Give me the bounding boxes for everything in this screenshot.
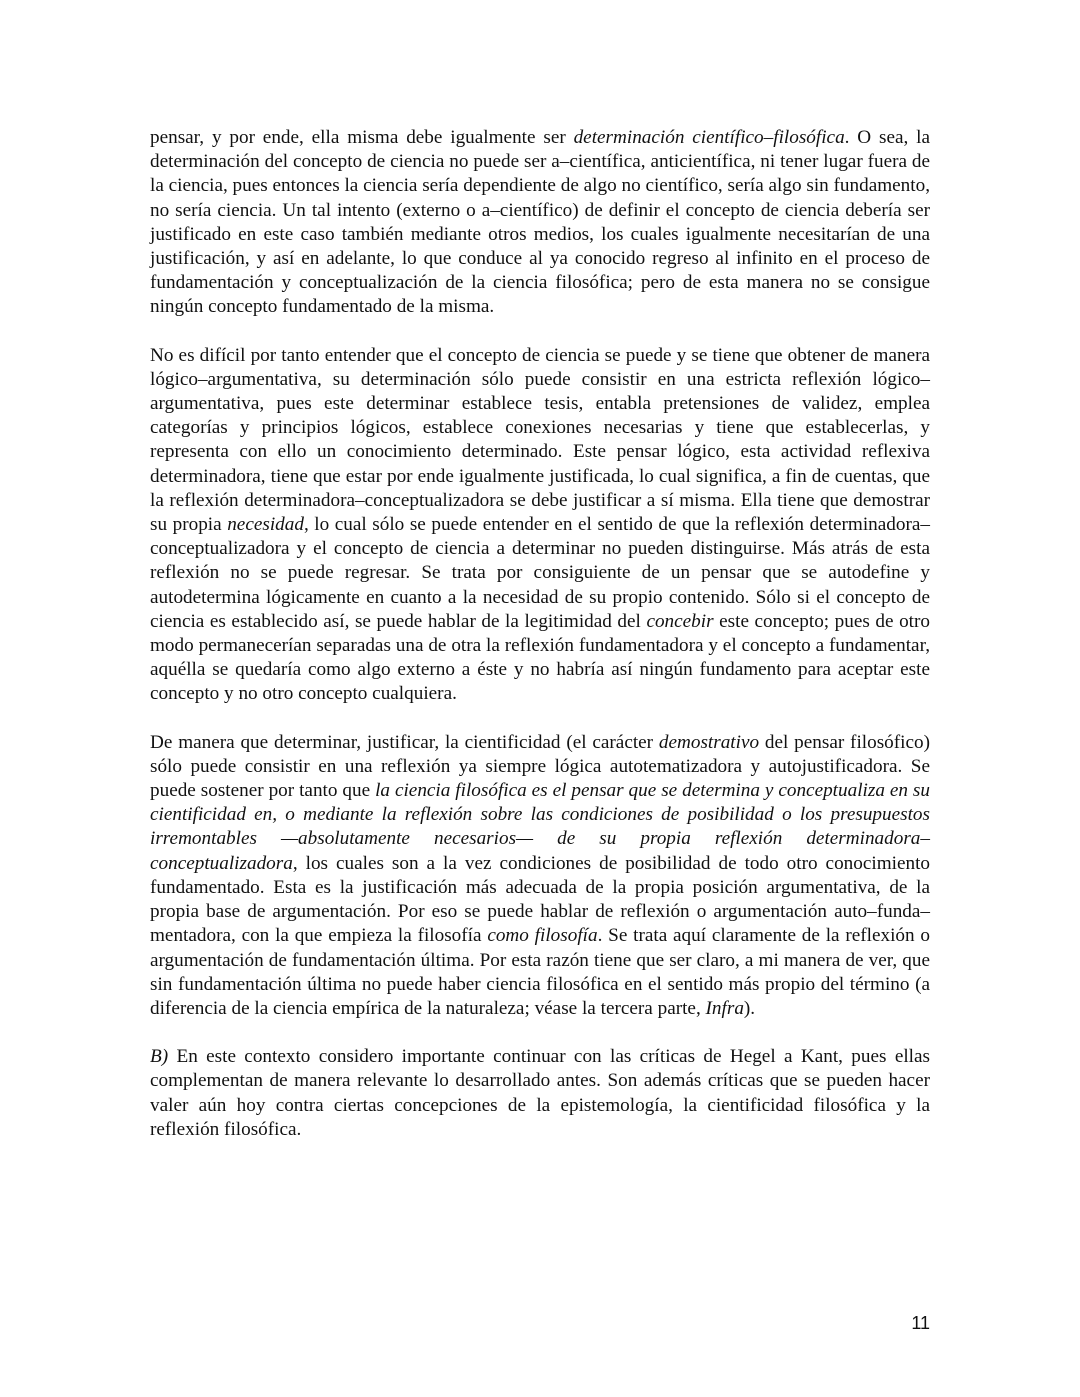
text-segment: pensar, y por ende, ella misma debe igualmente ser	[150, 127, 574, 148]
paragraph-1	[150, 126, 930, 320]
paragraph-4	[150, 1045, 930, 1142]
text-segment: , lo cual sólo se puede entender en el sentido de que la reflexión determinadora–conceptualizadora y el concepto de ciencia a determinar no pueden distinguirse. Más atrás de esta reflexión no se puede regresar. Se trata por consiguiente de un pensar que se autodefine y autodetermina lógicamente en cuanto a la necesidad de su propio contenido. Sólo si el concepto de ciencia es establecido así, se puede hablar de la legitimidad del	[150, 514, 930, 632]
italic-segment: demostrativo	[658, 731, 760, 753]
paragraph-3	[150, 731, 930, 1021]
text-segment: ).	[743, 997, 756, 1019]
page-body	[150, 126, 930, 1166]
italic-segment: B)	[150, 1046, 169, 1068]
italic-segment: como filosofía	[487, 925, 598, 947]
page-number: 11	[911, 1313, 930, 1333]
text-segment: este concepto; pues de otro modo permanecerían separadas una de otra la reflexión fundamentadora y el concepto a fundamentar, aquélla se quedaría como algo externo a éste y no habría así ningún fundamento para aceptar este concepto y no otro concepto cualquiera.	[150, 610, 930, 705]
text-segment: De manera que determinar, justificar, la cientificidad (el carácter	[150, 731, 659, 753]
italic-segment: determinación científico–filosófica	[573, 127, 845, 148]
text-segment: del pensar filosófico) sólo puede consistir en una reflexión ya siempre lógica autotematizadora y autojustificadora. Se puede sostener por tanto que	[150, 731, 930, 802]
text-segment: , los cuales son a la vez condiciones de posibilidad de todo otro conocimiento fundamentado. Esta es la justificación más adecuada de la propia posición argumentativa, de la propia base de argumentación. Por eso se puede hablar de reflexión o argumentación auto–funda–mentadora, con la que empieza la filosofía	[150, 852, 930, 947]
italic-segment: necesidad	[227, 514, 304, 536]
text-segment: . Se trata aquí claramente de la reflexión o argumentación de fundamentación última. Por esta razón tiene que ser claro, a mi manera de ver, que sin fundamentación última no puede haber ciencia filosófica en el sentido más propio del término (a diferencia de la ciencia empírica de la naturaleza; véase la tercera parte,	[150, 925, 931, 1019]
text-segment: . O sea, la determinación del concepto de ciencia no puede ser a–científica, anticientífica, ni tener lugar fuera de la ciencia, pues entonces la ciencia sería dependiente de algo no científico, sería algo sin fundamento, no sería ciencia. Un tal intento (externo o a–científico) de definir el concepto de ciencia debería ser justificado en este caso también mediante otros medios, los cuales igualmente necesitarían de una justificación, y así en adelante, lo que conduce al ya conocido regreso al infinito en el proceso de fundamentación y conceptualización de la ciencia filosófica; pero de esta manera no se consigue ningún concepto fundamentado de la misma.	[150, 127, 930, 318]
text-segment: En este contexto considero importante continuar con las críticas de Hegel a Kant, pues ellas complementan de manera relevante lo desarrollado antes. Son además críticas que se pueden hacer valer aún hoy contra ciertas concepciones de la epistemología, la cientificidad filosófica y la reflexión filosófica.	[150, 1046, 930, 1140]
paragraph-2	[150, 344, 930, 707]
italic-segment: Infra	[705, 997, 744, 1019]
italic-segment: la ciencia filosófica es el pensar que se determina y conceptualiza en su cientificidad en, o mediante la reflexión sobre las condiciones de posibilidad o los presupuestos irremontables —absolutamente necesarios— de su propia reflexión determinadora–conceptualizadora	[150, 780, 930, 874]
text-segment: No es difícil por tanto entender que el concepto de ciencia se puede y se tiene que obtener de manera lógico–argumentativa, su determinación sólo puede consistir en una estricta reflexión lógico–argumentativa, pues este determinar establece tesis, entabla pretensiones de validez, emplea categorías y principios lógicos, establece conexiones necesarias y tiene que establecerlas, y representa con ello un conocimiento determinado. Este pensar lógico, esta actividad reflexiva determinadora, tiene que estar por ende igualmente justificada, lo cual significa, a fin de cuentas, que la reflexión determinadora–conceptualizadora se debe justificar a sí misma. Ella tiene que demostrar su propia	[150, 344, 930, 536]
italic-segment: concebir	[646, 610, 714, 632]
